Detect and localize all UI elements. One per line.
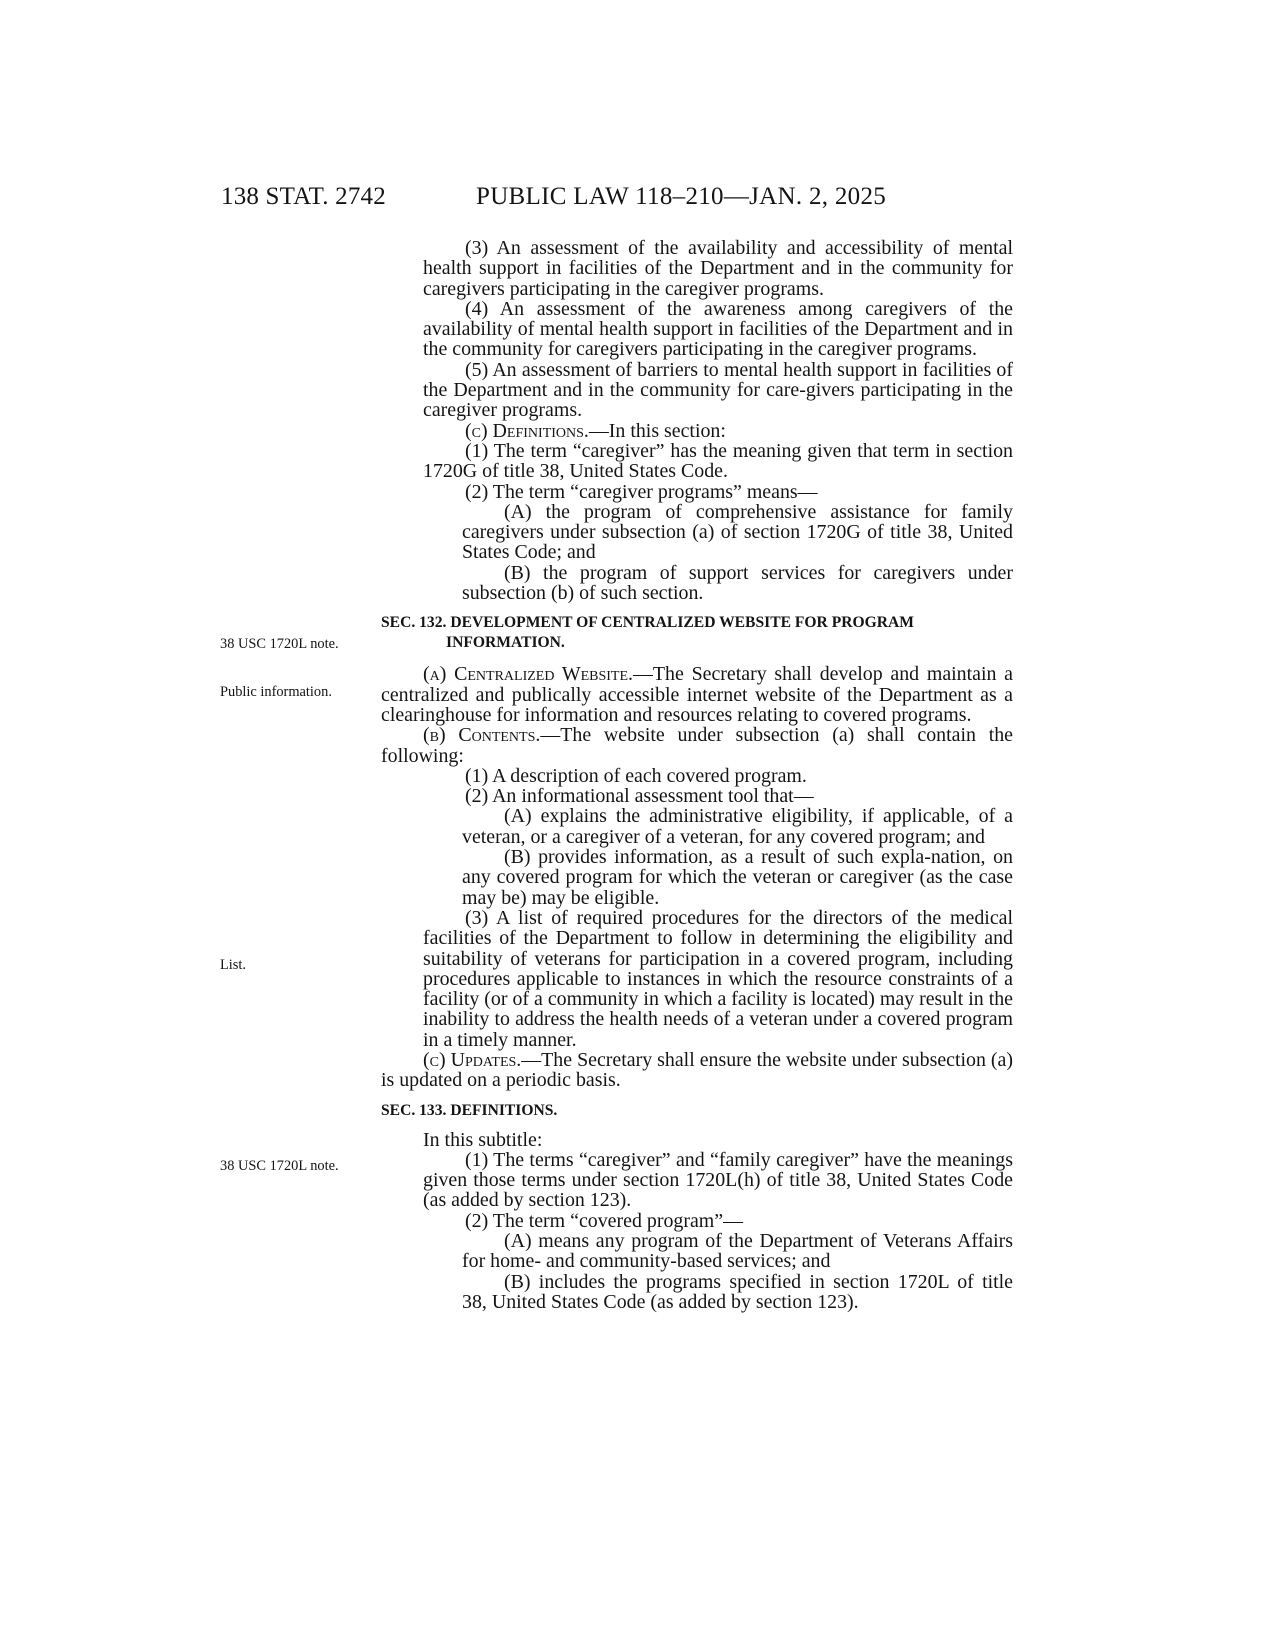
contents-1: (1) A description of each covered program. xyxy=(465,764,807,787)
subsection-c-definitions: (c) Definitions.—In this section: xyxy=(465,419,726,442)
public-law-title: PUBLIC LAW 118–210—JAN. 2, 2025 xyxy=(476,183,887,210)
section-132-title: SEC. 132. DEVELOPMENT OF CENTRALIZED WEBSITE FOR PROGRAM INFORMATION. xyxy=(381,614,915,652)
subsection-a-centralized-website: (a) Centralized Website.—The Secretary shall develop and maintain a centralized and publically accessible internet website of the Department as a clearinghouse for information and resources relating to covered programs. xyxy=(381,663,1013,726)
paragraph-4: (4) An assessment of the awareness among caregivers of the availability of mental health support in facilities of the Department and in the community for caregivers participating in the caregiver programs. xyxy=(423,297,1013,361)
subsection-heading: (a) Centralized Website xyxy=(423,663,629,686)
contents-3: (3) A list of required procedures for the directors of the medical facilities of the Department to follow in determining the eligibility and suitability of veterans for participation in a covered program, including procedures applicable to instances in which the resource constraints of a facility (or of a community in which a facility is located) may result in the inability to address the health needs of a veteran under a covered program in a timely manner. xyxy=(423,906,1013,1051)
definition-2a: (A) the program of comprehensive assistance for family caregivers under subsection (a) of section 1720G of title 38, United States Code; and xyxy=(462,500,1013,564)
definition-covered-program: (2) The term “covered program”— xyxy=(465,1209,743,1232)
section-133-title: SEC. 133. DEFINITIONS. xyxy=(381,1101,558,1119)
definition-2b: (B) the program of support services for caregivers under subsection (b) of such section. xyxy=(462,561,1013,605)
paragraph-5: (5) An assessment of barriers to mental health support in facilities of the Department and in the community for care-givers participating in the caregiver programs. xyxy=(423,358,1013,422)
definition-caregiver: (1) The terms “caregiver” and “family caregiver” have the meanings given those terms under section 1720L(h) of title 38, United States Code (as added by section 123). xyxy=(423,1148,1013,1212)
subsection-c-updates: (c) Updates.—The Secretary shall ensure the website under subsection (a) is updated on a periodic basis. xyxy=(381,1048,1013,1092)
subsection-heading: (c) Definitions xyxy=(465,419,584,442)
margin-note-public-information: Public information. xyxy=(220,684,332,700)
subsection-heading: (c) Updates xyxy=(423,1048,517,1071)
definition-covered-program-b: (B) includes the programs specified in section 1720L of title 38, United States Code (as added by section 123). xyxy=(462,1270,1013,1313)
paragraph-3: (3) An assessment of the availability and accessibility of mental health support in facilities of the Department and in the community for caregivers participating in the caregiver programs. xyxy=(423,237,1013,300)
subsection-b-contents: (b) Contents.—The website under subsection (a) shall contain the following: xyxy=(381,724,1013,767)
contents-2b: (B) provides information, as a result of such expla-nation, on any covered program for which the veteran or caregiver (as the case may be) may be eligible. xyxy=(462,846,1013,909)
margin-note-usc-133: 38 USC 1720L note. xyxy=(220,1158,339,1174)
margin-note-usc-132: 38 USC 1720L note. xyxy=(220,636,339,652)
contents-2a: (A) explains the administrative eligibility, if applicable, of a veteran, or a caregiver of a veteran, for any covered program; and xyxy=(462,805,1013,848)
definition-2: (2) The term “caregiver programs” means— xyxy=(465,480,818,503)
statute-page-number: 138 STAT. 2742 xyxy=(221,183,386,210)
contents-2: (2) An informational assessment tool that— xyxy=(465,785,814,808)
margin-note-list: List. xyxy=(220,957,246,973)
law-body xyxy=(381,238,1013,1312)
subsection-heading: (b) Contents xyxy=(423,724,536,747)
page-header xyxy=(221,183,1021,215)
definition-1: (1) The term “caregiver” has the meaning given that term in section 1720G of title 38, United States Code. xyxy=(423,439,1013,483)
definitions-intro: In this subtitle: xyxy=(423,1128,543,1151)
definition-covered-program-a: (A) means any program of the Department of Veterans Affairs for home- and community-based services; and xyxy=(462,1230,1013,1273)
